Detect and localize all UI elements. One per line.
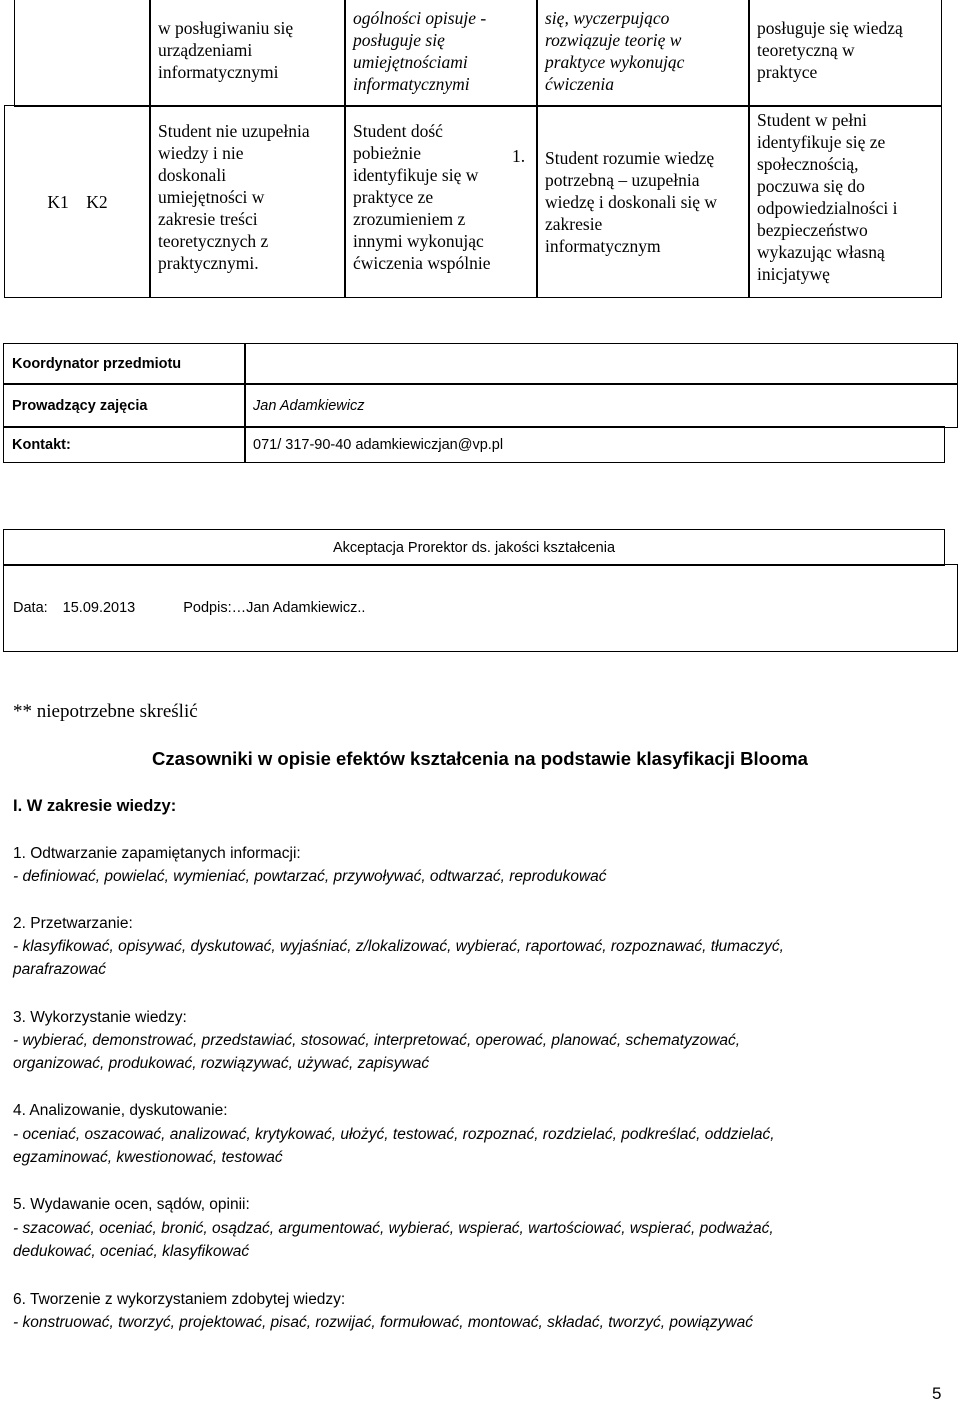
- item-verbs: - definiować, powielać, wymieniać, powtarzać, przywoływać, odtwarzać, reprodukować: [13, 868, 607, 885]
- cell-line: rozwiązuje teorię w: [545, 30, 682, 50]
- cell-line: zrozumieniem z: [353, 209, 466, 229]
- list-marker: 1.: [512, 146, 526, 166]
- cell-line: identyfikuje się w: [353, 165, 479, 185]
- cell-line: Student nie uzupełnia: [158, 121, 310, 141]
- cell-line: zakresie: [545, 214, 603, 234]
- table-cell: [536, 105, 750, 298]
- item-verbs: - klasyfikować, opisywać, dyskutować, wyjaśniać, z/lokalizować, wybierać, raportować, rozpoznawać, tłumaczyć,: [13, 938, 784, 955]
- table-cell: [344, 0, 538, 107]
- value-text: Jan Adamkiewicz: [253, 397, 365, 414]
- contact-label: [3, 426, 246, 463]
- item-verbs: - oceniać, oszacować, analizować, krytykować, ułożyć, testować, rozpoznać, rozdzielać, podkreślać, oddzielać,: [13, 1126, 775, 1143]
- item-heading: 2. Przetwarzanie:: [13, 915, 133, 932]
- table-cell-code: [4, 105, 151, 298]
- cell-line: praktyce wykonując: [545, 52, 685, 72]
- item-verbs: - wybierać, demonstrować, przedstawiać, stosować, interpretować, operować, planować, schematyzować,: [13, 1032, 741, 1049]
- cell-line: pobieżnie: [353, 143, 422, 163]
- criteria-table: [4, 0, 948, 298]
- table-cell: [149, 105, 346, 298]
- item-verbs: parafrazować: [13, 961, 107, 978]
- table-cell: [149, 0, 346, 107]
- cell-line: potrzebną – uzupełnia: [545, 170, 700, 190]
- cell-line: urządzeniami: [158, 40, 253, 60]
- cell-line: innymi wykonując: [353, 231, 484, 251]
- lecturer-value: [244, 383, 958, 428]
- cell-line: Student w pełni: [757, 110, 867, 130]
- cell-line: się, wyczerpująco: [545, 8, 670, 28]
- cell-line: posługuje się: [353, 30, 445, 50]
- cell-line: poczuwa się do: [757, 176, 865, 196]
- note: ** niepotrzebne skreślić: [13, 701, 198, 722]
- cell-line: doskonali: [158, 165, 227, 185]
- value-text: 071/ 317-90-40 adamkiewiczjan@vp.pl: [253, 436, 504, 453]
- cell-line: praktyce ze: [353, 187, 434, 207]
- lecturer-label: [3, 383, 246, 428]
- contact-value: [244, 426, 945, 463]
- cell-line: Student dość: [353, 121, 443, 141]
- table-cell: [536, 0, 750, 107]
- item-verbs: dedukować, oceniać, klasyfikować: [13, 1243, 250, 1260]
- cell-line: inicjatywę: [757, 264, 830, 284]
- section-title: I. W zakresie wiedzy:: [13, 797, 177, 815]
- cell-line: praktycznymi.: [158, 253, 259, 273]
- acceptance-sign-cell: [3, 564, 958, 652]
- cell-line: odpowiedzialności i: [757, 198, 898, 218]
- item-verbs: - konstruować, tworzyć, projektować, pisać, rozwijać, formułować, montować, składać, tworzyć, powiązywać: [13, 1314, 753, 1331]
- cell-line: informatycznymi: [158, 62, 279, 82]
- cell-line: praktyce: [757, 62, 818, 82]
- cell-line: w posługiwaniu się: [158, 18, 294, 38]
- cell-line: ćwiczenia wspólnie: [353, 253, 491, 273]
- label-text: Kontakt:: [12, 436, 71, 453]
- cell-line: umiejętnościami: [353, 52, 468, 72]
- signature: Podpis:…Jan Adamkiewicz..: [183, 600, 366, 616]
- table-cell: [748, 105, 942, 298]
- cell-line: ćwiczenia: [545, 74, 615, 94]
- date-label: Data:: [13, 600, 48, 616]
- cell-line: wiedzę i doskonali się w: [545, 192, 718, 212]
- cell-line: społecznością,: [757, 154, 859, 174]
- item-heading: 5. Wydawanie ocen, sądów, opinii:: [13, 1196, 250, 1213]
- cell-line: wykazując własną: [757, 242, 885, 262]
- item-heading: 3. Wykorzystanie wiedzy:: [13, 1009, 187, 1026]
- table-cell: [344, 105, 538, 298]
- cell-line: teoretyczną w: [757, 40, 855, 60]
- label-text: Koordynator przedmiotu: [12, 356, 182, 372]
- cell-line: bezpieczeństwo: [757, 220, 868, 240]
- cell-line: ogólności opisuje -: [353, 8, 487, 28]
- item-heading: 6. Tworzenie z wykorzystaniem zdobytej wiedzy:: [13, 1291, 346, 1308]
- cell-line: posługuje się wiedzą: [757, 18, 903, 38]
- item-verbs: organizować, produkować, rozwiązywać, używać, zapisywać: [13, 1055, 430, 1072]
- cell-line: identyfikuje się ze: [757, 132, 886, 152]
- page-number: 5: [932, 1384, 942, 1403]
- table-cell-empty: [14, 0, 151, 107]
- item-verbs: egzaminować, kwestionować, testować: [13, 1149, 283, 1166]
- cell-line: umiejętności w: [158, 187, 265, 207]
- acceptance-title-cell: [3, 529, 945, 566]
- coordinator-label: [3, 343, 246, 385]
- item-heading: 1. Odtwarzanie zapamiętanych informacji:: [13, 845, 301, 862]
- item-heading: 4. Analizowanie, dyskutowanie:: [13, 1102, 228, 1119]
- coordinator-value: [244, 343, 958, 385]
- date-value: 15.09.2013: [62, 600, 136, 616]
- item-verbs: - szacować, oceniać, bronić, osądzać, argumentować, wybierać, wspierać, wartościować, wspierać, podważać,: [13, 1220, 774, 1237]
- cell-line: informatycznymi: [353, 74, 470, 94]
- bloom-title: Czasowniki w opisie efektów kształcenia na podstawie klasyfikacji Blooma: [152, 748, 808, 769]
- cell-line: teoretycznych z: [158, 231, 269, 251]
- effect-code: K1 K2: [47, 191, 108, 212]
- cell-line: informatycznym: [545, 236, 661, 256]
- table-cell: [748, 0, 942, 107]
- acceptance-title: Akceptacja Prorektor ds. jakości kształcenia: [332, 539, 616, 556]
- label-text: Prowadzący zajęcia: [12, 397, 148, 414]
- cell-line: Student rozumie wiedzę: [545, 148, 715, 168]
- cell-line: wiedzy i nie: [158, 143, 244, 163]
- cell-line: zakresie treści: [158, 209, 258, 229]
